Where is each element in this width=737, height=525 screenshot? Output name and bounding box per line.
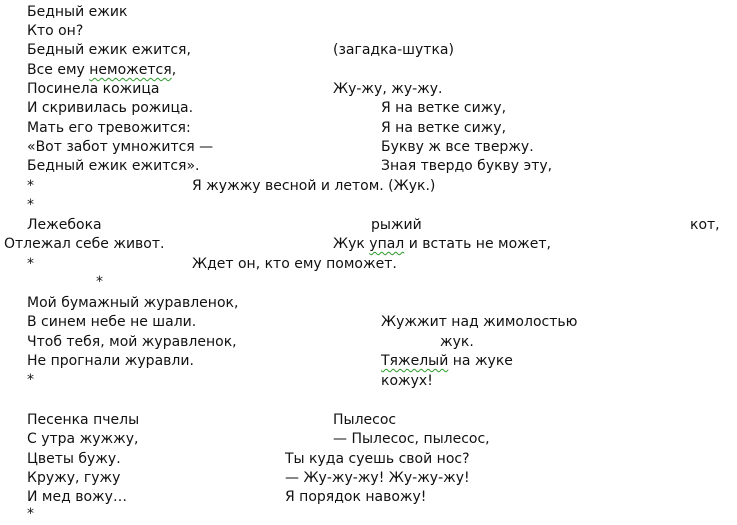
text-line: Я порядок навожу! [285, 489, 427, 505]
text-line: — Жу-жу-жу! Жу-жу-жу! [285, 470, 470, 486]
text-line: Ты куда суешь свой нос? [285, 451, 470, 467]
text-line: Отлежал себе живот. [4, 236, 165, 252]
text-line: Жужжит над жимолостью [381, 314, 578, 330]
text-line: Мать его тревожится: [27, 120, 191, 136]
text-line: жук. [440, 334, 474, 350]
text-line: Я жужжу весной и летом. (Жук.) [192, 178, 436, 194]
text-line: Бедный ежик ежится». [27, 158, 200, 174]
text-line: Мой бумажный журавленок, [27, 295, 239, 311]
spellcheck-flagged-word: упал [369, 236, 405, 252]
spellcheck-flagged-word: Тяжелый [381, 353, 449, 369]
text-line: Бедный ежик ежится, [27, 42, 191, 58]
text-line: кот, [690, 217, 720, 233]
separator-asterisk: * [27, 178, 34, 194]
text-line: кожух! [381, 373, 433, 389]
text-line: Лежебока [27, 217, 102, 233]
riddle-subtitle: (загадка-шутка) [333, 42, 454, 58]
text-line: В синем небе не шали. [27, 314, 197, 330]
text-line: Цветы бужу. [27, 451, 121, 467]
poem-title-bee: Песенка пчелы [27, 412, 140, 428]
poem-title-hedgehog: Бедный ежик [27, 4, 128, 20]
text-line: «Вот забот умножится — [27, 139, 214, 155]
separator-asterisk: * [27, 197, 34, 213]
text-line: Кто он? [27, 23, 84, 39]
text-line: Я на ветке сижу, [381, 100, 507, 116]
text-line: Зная твердо букву эту, [381, 158, 553, 174]
poem-title-vacuum: Пылесос [333, 412, 397, 428]
text-line: Тяжелый на жуке [381, 353, 513, 369]
text-line: И скривилась рожица. [27, 100, 194, 116]
text-line: И мед вожу… [27, 489, 127, 505]
text-line: Чтоб тебя, мой журавленок, [27, 334, 237, 350]
text-line: Не прогнали журавли. [27, 353, 194, 369]
text-line: Букву ж все твержу. [381, 139, 534, 155]
text-line: Жук упал и встать не может, [333, 236, 551, 252]
text-line: — Пылесос, пылесос, [333, 431, 490, 447]
text-line: рыжий [371, 217, 422, 233]
separator-asterisk: * [96, 274, 103, 290]
separator-asterisk: * [27, 506, 34, 522]
separator-asterisk: * [27, 256, 34, 272]
text-line: С утра жужжу, [27, 431, 139, 447]
text-line: Я на ветке сижу, [381, 120, 507, 136]
separator-asterisk: * [27, 372, 34, 388]
text-line: Кружу, гужу [27, 470, 121, 486]
text-line: Все ему неможется, [27, 62, 177, 78]
text-line: Посинела кожица [27, 81, 160, 97]
text-line: Жу-жу, жу-жу. [333, 81, 443, 97]
spellcheck-flagged-word: неможется [89, 62, 172, 78]
text-line: Ждет он, кто ему поможет. [192, 256, 397, 272]
